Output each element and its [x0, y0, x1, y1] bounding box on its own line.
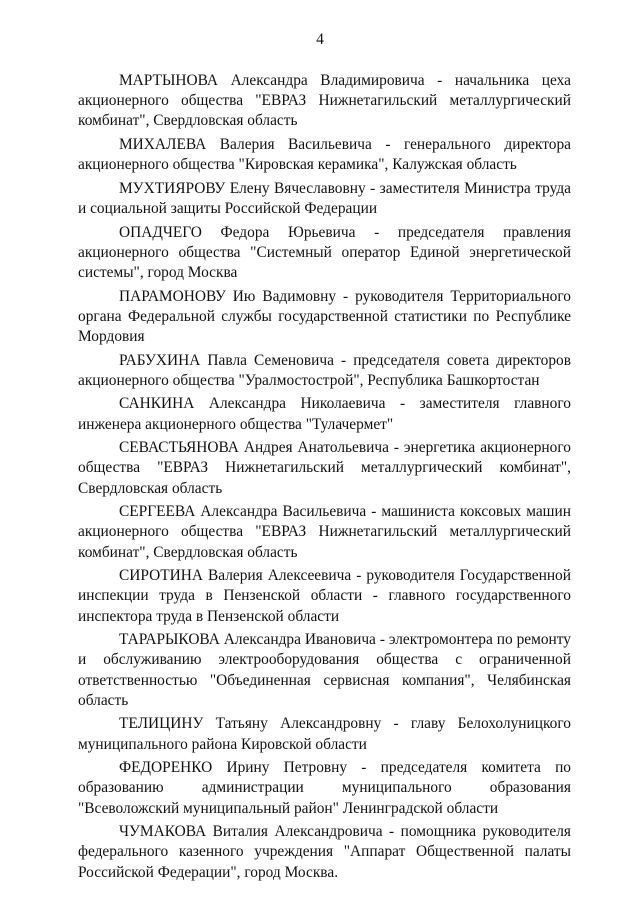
list-item: ПАРАМОНОВУ Ию Вадимовну - руководителя Территориального органа Федеральной службы государственной статистики по Республике Мордовия: [78, 287, 571, 345]
list-item: МИХАЛЕВА Валерия Васильевича - генерального директора акционерного общества "Кировская керамика", Калужская область: [78, 136, 571, 174]
page-number: 4: [316, 31, 324, 48]
list-item: МАРТЫНОВА Александра Владимировича - начальника цеха акционерного общества "ЕВРАЗ Нижнетагильский металлургический комбинат", Свердловская область: [78, 72, 571, 130]
list-item: САНКИНА Александра Николаевича - заместителя главного инженера акционерного общества "Тулачермет": [78, 395, 571, 433]
list-item: СИРОТИНА Валерия Алексеевича - руководителя Государственной инспекции труда в Пензенской области - главного государственного инспектора труда в Пензенской области: [78, 567, 571, 625]
list-item: МУХТИЯРОВУ Елену Вячеславовну - заместителя Министра труда и социальной защиты Российской Федерации: [78, 179, 571, 217]
list-item: ОПАДЧЕГО Федора Юрьевича - председателя правления акционерного общества "Системный оператор Единой энергетической системы", город Москва: [78, 223, 571, 281]
list-item: РАБУХИНА Павла Семеновича - председателя совета директоров акционерного общества "Уралмостострой", Республика Башкортостан: [78, 351, 571, 389]
list-item: ФЕДОРЕНКО Ирину Петровну - председателя комитета по образованию администрации муниципального образования "Всеволожский муниципальный район" Ленинградской области: [78, 759, 571, 817]
list-item: СЕВАСТЬЯНОВА Андрея Анатольевича - энергетика акционерного общества "ЕВРАЗ Нижнетагильский металлургический комбинат", Свердловская область: [78, 439, 571, 497]
list-item: ТАРАРЫКОВА Александра Ивановича - электромонтера по ремонту и обслуживанию электрооборудования общества с ограниченной ответственностью "Объединенная сервисная компания", Челябинская область: [78, 631, 571, 709]
list-item: СЕРГЕЕВА Александра Васильевича - машиниста коксовых машин акционерного общества "ЕВРАЗ Нижнетагильский металлургический комбинат", Свердловская область: [78, 503, 571, 561]
list-item: ТЕЛИЦИНУ Татьяну Александровну - главу Белохолуницкого муниципального района Кировской области: [78, 715, 571, 753]
award-list: [78, 71, 571, 886]
list-item: ЧУМАКОВА Виталия Александровича - помощника руководителя федерального казенного учреждения "Аппарат Общественной палаты Российской Федерации", город Москва.: [78, 823, 571, 881]
